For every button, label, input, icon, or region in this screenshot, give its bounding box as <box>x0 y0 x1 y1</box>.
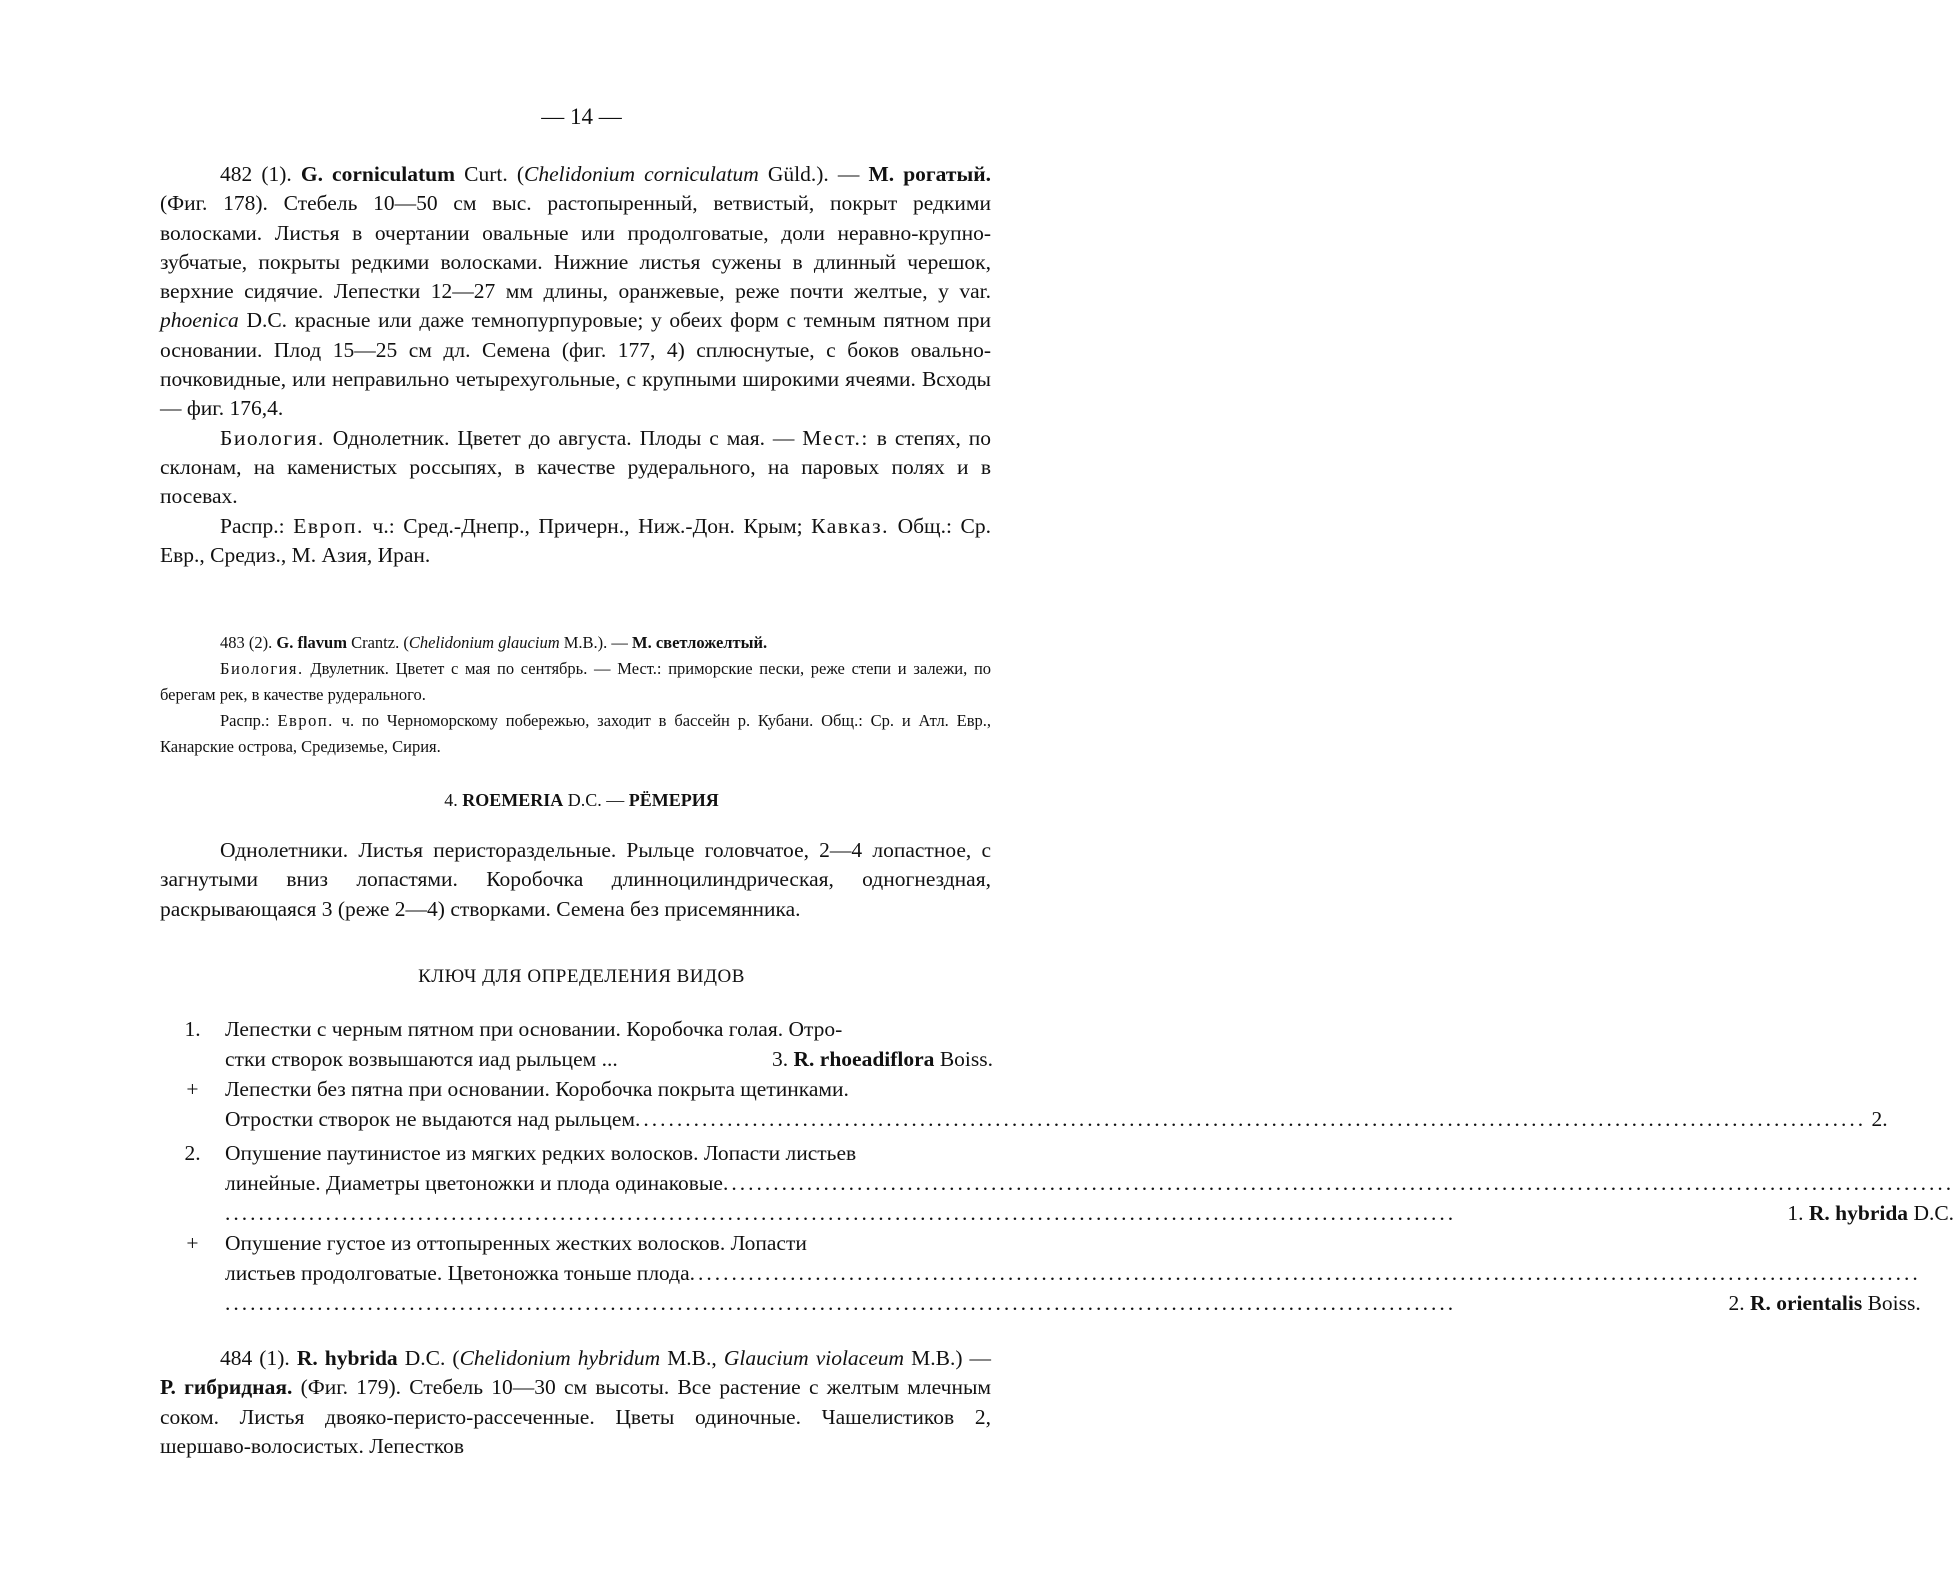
description-text: Стебель 10—50 см выс. растопыренный, ветвистый, покрыт редкими волосками. Листья в очертании овальные или продолговатые, доли неравно-крупно-зубчатые, покрыты редкими волосками. Нижние листья сужены в длинный черешок, верхние сидячие. Лепестки 12—27 мм длины, оранжевые, реже почти желтые, у var. <box>160 191 991 304</box>
key-line: линейные. Диаметры цветоножки и плода одинаковые <box>225 1171 723 1195</box>
genus-author: D.C. — <box>567 790 625 810</box>
key-mark: + <box>186 1231 199 1255</box>
synonym-paren: ( <box>452 1346 460 1370</box>
general-text: Ср. и Атл. Евр., Канарские острова, Средиземье, Сирия. <box>160 711 992 756</box>
genus-latin: ROEMERIA <box>462 790 564 810</box>
key-line: Лепестки без пятна при основании. Коробочка покрыта щетинками. <box>225 1077 849 1101</box>
entry-number: 483 (2). <box>220 633 273 652</box>
key-item <box>160 1138 1954 1228</box>
description-text: (Фиг. 179). Стебель 10—30 см высоты. Все растение с желтым млечным соком. Листья двояко-перисто-рассеченные. Цветы одиночные. Чашелистиков 2, шершаво-волосистых. Лепестков <box>160 1375 992 1458</box>
key-result-number: 1. <box>1787 1201 1804 1225</box>
key-item <box>160 1074 1888 1134</box>
biology-text: Однолетник. Цветет до августа. Плоды с мая. — <box>332 425 795 450</box>
identification-key <box>160 1014 1954 1318</box>
key-line: листьев продолговатые. Цветоножка тоньше плода <box>225 1261 690 1285</box>
caucasus-label: Кавказ. <box>811 513 889 538</box>
distribution-text: ч.: Сред.-Днепр., Причерн., Ниж.-Дон. Крым; <box>372 513 803 538</box>
key-dots: ................................................................................................................................................... <box>635 1107 1867 1131</box>
russian-name: Р. гибридная. <box>160 1375 293 1400</box>
key-result-author: Boiss. <box>1867 1291 1921 1315</box>
entry-482 <box>160 160 991 570</box>
page-number: — 14 — <box>541 104 622 129</box>
distribution-label: Распр.: <box>220 513 285 538</box>
biology-text: Двулетник. Цветет с мая по сентябрь. — <box>310 659 611 678</box>
key-item <box>160 1228 1921 1318</box>
synonym-name: Chelidonium corniculatum <box>524 162 759 186</box>
synonym-name: Chelidonium hybridum <box>459 1346 661 1370</box>
variety-name: phoenica <box>160 308 239 333</box>
figure-ref: (Фиг. 178). <box>160 191 268 216</box>
key-dots: ................................................................................................................................................... <box>225 1291 1457 1315</box>
distribution-text: ч. по Черноморскому побережью, заходит в бассейн р. Кубани. <box>341 711 814 730</box>
key-result-name: R. orientalis <box>1749 1291 1863 1315</box>
genus-heading <box>0 790 1163 811</box>
synonym-name: Chelidonium glaucium <box>408 633 560 652</box>
genus-description <box>160 836 991 924</box>
synonym-author-2: M.B.) — <box>911 1346 992 1370</box>
key-line: Опушение паутинистое из мягких редких волосков. Лопасти листьев <box>225 1141 857 1165</box>
key-item <box>160 1014 993 1074</box>
entry-483-biology <box>160 656 991 708</box>
genus-russian: РЁМЕРИЯ <box>628 790 719 810</box>
general-label: Общ.: <box>897 513 952 538</box>
key-mark: + <box>186 1077 199 1101</box>
species-name: R. hybrida <box>296 1346 398 1370</box>
key-dots: ................................................................................................................................................... <box>225 1201 1457 1225</box>
key-title: КЛЮЧ ДЛЯ ОПРЕДЕЛЕНИЯ ВИДОВ <box>418 966 745 987</box>
key-result-number: 2. <box>1728 1291 1745 1315</box>
key-result-author: Boiss. <box>939 1047 993 1071</box>
key-line: Отростки створок не выдаются над рыльцем <box>225 1107 635 1131</box>
entry-482-distribution <box>160 512 991 571</box>
entry-484-description <box>160 1344 991 1461</box>
key-result-name: R. hybrida <box>1808 1201 1909 1225</box>
entry-482-biology <box>160 424 991 512</box>
key-result-name: R. rhoeadiflora <box>793 1047 935 1071</box>
key-line: Опушение густое из оттопыренных жестких волосков. Лопасти <box>225 1231 807 1255</box>
entry-484 <box>160 1344 991 1461</box>
key-dots: ................................................................................................................................................... <box>722 1171 1954 1195</box>
genus-number: 4. <box>444 790 458 810</box>
europe-label: Европ. <box>293 513 364 538</box>
russian-name: М. светложелтый. <box>632 633 768 652</box>
key-result-number: 3. <box>772 1047 789 1071</box>
entry-483-distribution <box>160 708 991 760</box>
key-result-author: D.C. <box>1913 1201 1954 1225</box>
species-name: G. corniculatum <box>300 162 456 186</box>
key-mark: 2. <box>184 1141 201 1165</box>
entry-number: 482 (1). <box>220 162 292 186</box>
species-author: Curt. <box>464 162 508 186</box>
species-name: G. flavum <box>276 633 347 652</box>
habitat-text: в степях, по склонам, на каменистых россыпях, в качестве рудерального, на паровых полях и в посевах. <box>160 425 991 509</box>
key-dots: ................................................................................................................................................... <box>689 1261 1921 1285</box>
distribution-label: Распр.: <box>220 711 270 730</box>
habitat-label: Мест.: <box>802 425 869 450</box>
biology-label: Биология. <box>220 659 304 678</box>
europe-label: Европ. <box>277 711 334 730</box>
synonym-author: Güld.). — <box>767 162 860 186</box>
genus-description-text: Однолетники. Листья перистораздельные. Рыльце головчатое, 2—4 лопастное, с загнутыми вниз лопастями. Коробочка длинноцилиндрическая, одногнездная, раскрывающаяся 3 (реже 2—4) створками. Семена без присемянника. <box>160 838 991 921</box>
synonym-paren: ( <box>516 162 524 186</box>
biology-label: Биология. <box>220 425 325 450</box>
habitat-text: приморские пески, реже степи и залежи, по берегам рек, в качестве рудерального. <box>160 659 992 704</box>
synonym-author: M.B.). — <box>563 633 628 652</box>
entry-483-title <box>160 630 991 656</box>
general-label: Общ.: <box>821 711 863 730</box>
key-result-number: 2. <box>1871 1107 1888 1131</box>
key-line: стки створок возвышаются иад рыльцем ... <box>225 1047 618 1071</box>
synonym-author: M.B., <box>667 1346 717 1370</box>
entry-number: 484 (1). <box>220 1346 290 1370</box>
general-text: Ср. Евр., Средиз., М. Азия, Иран. <box>160 513 991 567</box>
species-author: D.C. <box>404 1346 446 1370</box>
key-line: Лепестки с черным пятном при основании. Коробочка голая. Отро- <box>225 1017 843 1041</box>
entry-482-description <box>160 160 991 424</box>
species-author: Crantz. <box>351 633 400 652</box>
description-text-2: D.C. красные или даже темнопурпуровые; у обеих форм с темным пятном при основании. Плод 15—25 см дл. Семена (фиг. 177, 4) сплюснутые, с боков овально-почковидные, или неправильно четырехугольные, с крупными широкими ячеями. Всходы — фиг. 176,4. <box>160 308 991 421</box>
russian-name: М. рогатый. <box>868 162 991 186</box>
entry-483 <box>160 630 991 760</box>
key-mark: 1. <box>184 1017 201 1041</box>
habitat-label: Мест.: <box>617 659 662 678</box>
synonym-name-2: Glaucium violaceum <box>723 1346 905 1370</box>
synonym-paren: ( <box>403 633 409 652</box>
